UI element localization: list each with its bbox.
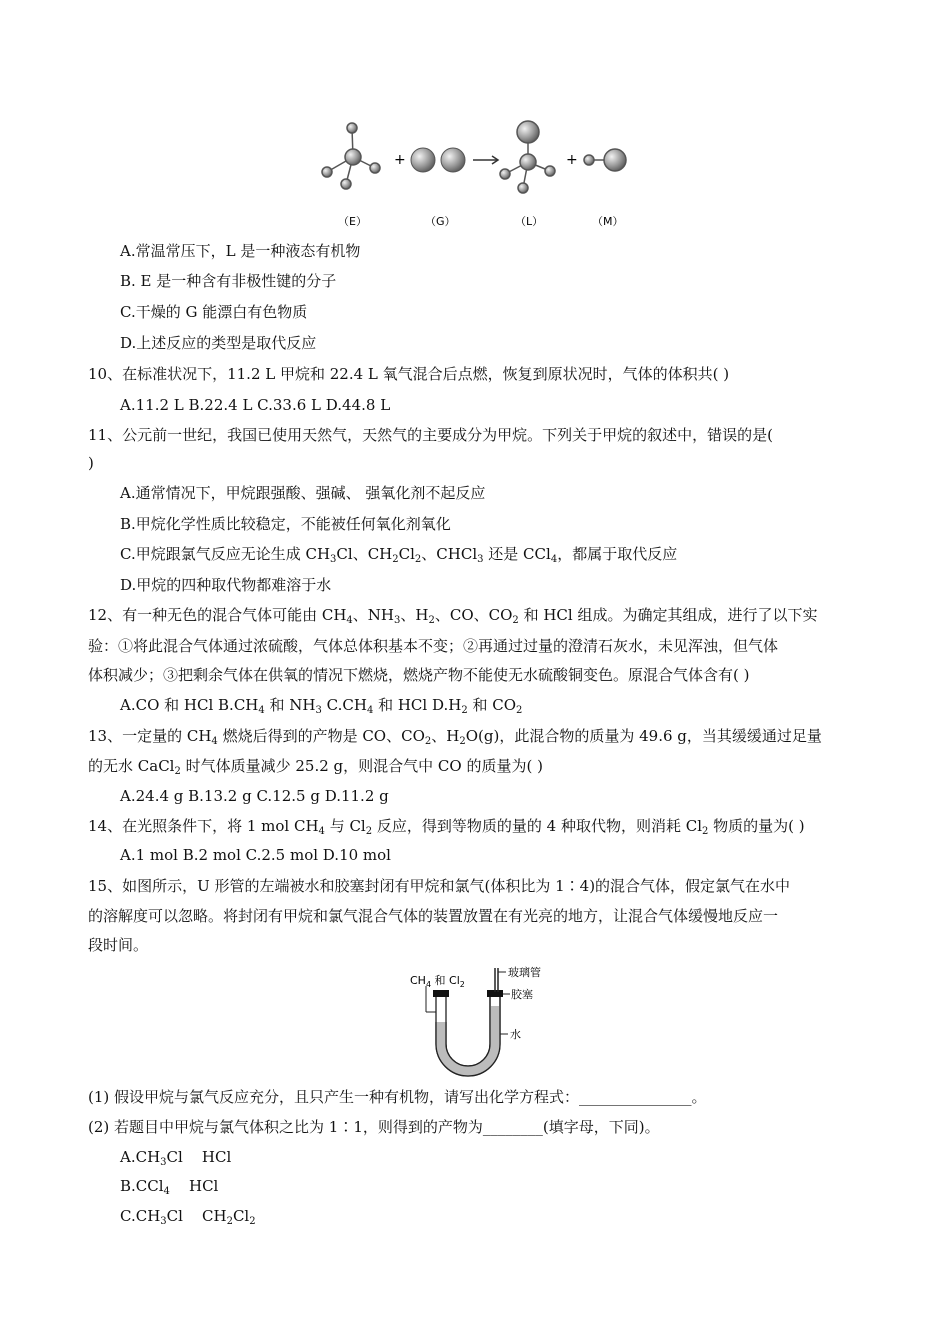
q10-options: A.11.2 L B.22.4 L C.33.6 L D.44.8 L [120,396,391,414]
reaction-figure [300,110,660,230]
q13-stem-line1: 13、一定量的 $CH_4$ 燃烧后得到的产物是 CO、$CO_2$、$H_2O(g)$，此混合物的质量为 49.6 g，当其缓缓通过足量 [88,727,822,747]
molecule-e [322,123,380,189]
label-g: （G） [425,215,456,228]
u-tube-figure [400,962,560,1078]
q11-option-c: C.甲烷跟氯气反应无论生成 $CH_3Cl$、$CH_2Cl_2$、CHCl$_3$ 还是 CCl$_4$，都属于取代反应 [120,545,678,565]
q12-stem-line2: 验：①将此混合气体通过浓硫酸，气体总体积基本不变；②再通过过量的澄清石灰水，未见浑浊，但气体 [88,637,779,655]
q14-options: A.1 mol B.2 mol C.2.5 mol D.10 mol [120,846,391,864]
label-e: （E） [338,215,367,228]
q13-stem-line2: 的无水 CaCl$_2$ 时气体质量减少 25.2 g，则混合气中 CO 的质量为( ) [88,757,543,777]
label-m: （M） [592,215,624,228]
q15-part2: (2) 若题目中甲烷与氯气体积之比为 1∶1，则得到的产物为________(填字母，下同)。 [88,1118,660,1136]
q12-stem-line1: 12、有一种无色的混合气体可能由 $CH_4$、$NH_3$、$H_2$、CO、$CO_2$ 和 HCl 组成。为确定其组成，进行了以下实 [88,606,818,626]
q15-stem-line1: 15、如图所示，U 形管的左端被水和胶塞封闭有甲烷和氯气(体积比为 1∶4)的混合气体，假定氯气在水中 [88,877,791,895]
q15-stem-line2: 的溶解度可以忽略。将封闭有甲烷和氯气混合气体的装置放置在有光亮的地方，让混合气体缓慢地反应一 [88,907,779,925]
q15-option-c: $C.CH_3Cl$ $CH_2Cl_2$ [120,1207,256,1227]
q12-stem-line3: 体积减少；③把剩余气体在供氧的情况下燃烧，燃烧产物不能使无水硫酸铜变色。原混合气体含有( ) [88,666,750,684]
gas-label: $CH_4$ 和 $Cl_2$ [410,974,465,989]
molecule-l [500,121,555,193]
glass-tube-label: 玻璃管 [508,966,541,979]
q15-option-b: B.CCl$_4$ HCl [120,1177,219,1197]
q15-option-a: $A.CH_3Cl$ HCl [120,1148,232,1168]
q9-option-c: C.干燥的 G 能漂白有色物质 [120,303,308,321]
q9-option-a: A.常温常压下，L 是一种液态有机物 [120,242,361,260]
q11-stem-end: ) [88,454,94,472]
q13-options: A.24.4 g B.13.2 g C.12.5 g D.11.2 g [120,787,389,805]
reaction-arrow [473,156,498,164]
q9-option-b: B. E 是一种含有非极性键的分子 [120,272,337,290]
stopper-label: 胶塞 [511,988,533,1001]
plus-sign: + [394,152,406,168]
left-stopper [433,990,449,997]
label-l: （L） [515,215,544,228]
water-label: 水 [510,1028,521,1041]
q11-option-d: D.甲烷的四种取代物都难溶于水 [120,576,332,594]
q11-option-a: A.通常情况下，甲烷跟强酸、强碱、 强氧化剂不起反应 [120,484,486,502]
q15-stem-line3: 段时间。 [88,936,149,954]
q10-stem: 10、在标准状况下，11.2 L 甲烷和 22.4 L 氧气混合后点燃，恢复到原状况时，气体的体积共( ) [88,365,730,383]
molecule-m [584,149,626,171]
q14-stem: 14、在光照条件下，将 1 mol $CH_4$ 与 $Cl_2$ 反应，得到等物质的量的 4 种取代物，则消耗 $Cl_2$ 物质的量为( ) [88,817,805,837]
q15-part1: (1) 假设甲烷与氯气反应充分，且只产生一种有机物，请写出化学方程式：_______________。 [88,1088,707,1106]
plus-sign: + [566,152,578,168]
q12-options: A.CO 和 HCl $B.CH_4$ 和 $NH_3$ $C.CH_4$ 和 HCl $D.H_2$ 和 $CO_2$ [120,696,523,716]
q9-option-d: D.上述反应的类型是取代反应 [120,334,317,352]
q11-option-b: B.甲烷化学性质比较稳定，不能被任何氧化剂氧化 [120,515,451,533]
molecule-g [411,148,465,172]
q11-stem: 11、公元前一世纪，我国已使用天然气，天然气的主要成分为甲烷。下列关于甲烷的叙述中，错误的是( [88,426,773,444]
